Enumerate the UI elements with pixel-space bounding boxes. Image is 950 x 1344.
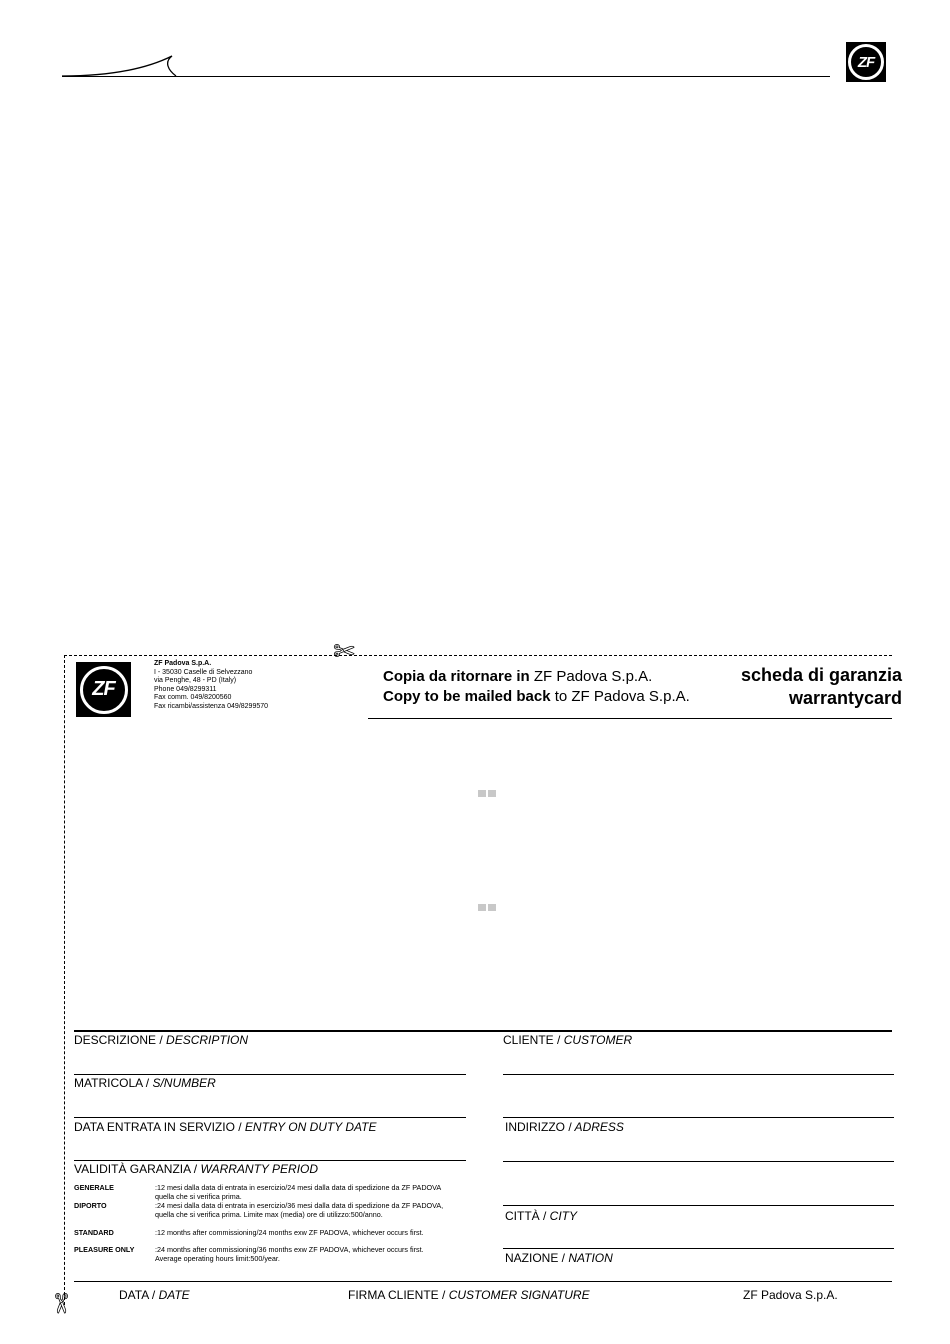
scissors-icon: ✄ — [45, 1292, 76, 1314]
warranty-term-label: DIPORTO — [74, 1201, 107, 1210]
warranty-term-label: STANDARD — [74, 1228, 114, 1237]
phone-line: Phone 049/8299311 — [154, 685, 217, 693]
city-label: CITTÀ / CITY — [505, 1209, 578, 1223]
snumber-label: MATRICOLA / S/NUMBER — [74, 1076, 216, 1090]
field-rule — [503, 1074, 894, 1075]
card-header-rule — [368, 718, 892, 719]
field-rule — [503, 1205, 894, 1206]
description-label: DESCRIZIONE / DESCRIPTION — [74, 1033, 249, 1047]
entry-date-label: DATA ENTRATA IN SERVIZIO / ENTRY ON DUTY DATE — [74, 1120, 377, 1134]
footer-rule — [74, 1281, 892, 1282]
fax-line: Fax comm. 049/8200560 — [154, 694, 232, 702]
warranty-period-label: VALIDITÀ GARANZIA / WARRANTY PERIOD — [74, 1162, 319, 1176]
field-rule — [74, 1074, 466, 1075]
field-rule — [74, 1160, 466, 1161]
return-instruction-en: Copy to be mailed back to ZF Padova S.p.A. — [383, 688, 690, 705]
warranty-term-label: PLEASURE ONLY — [74, 1245, 135, 1254]
scissors-icon: ✄ — [333, 636, 355, 666]
card-title-en: warrantycard — [788, 688, 902, 708]
company-signature-label: ZF Padova S.p.A. — [743, 1288, 838, 1302]
field-rule — [503, 1161, 894, 1162]
header-swoosh — [60, 52, 185, 82]
cut-line-left — [64, 655, 65, 1305]
warranty-term-text: :24 mesi dalla data di entrata in esercizio/36 mesi dalla data di spedizione da ZF PADOVA, quella che si verifica prima. Limite max (media) ore di utilizzo:500/anno. — [155, 1201, 444, 1219]
warranty-term-text: :24 months after commissioning/36 months exw ZF PADOVA, whichever occurs first. Average operating hours limit:500/year. — [155, 1245, 424, 1263]
field-rule — [503, 1117, 894, 1118]
card-zf-logo — [76, 662, 131, 717]
date-label: DATA / DATE — [119, 1288, 190, 1302]
address-label: INDIRIZZO / ADRESS — [505, 1120, 624, 1134]
card-logo-text: ZF — [92, 678, 115, 700]
nation-label: NAZIONE / NATION — [505, 1251, 613, 1265]
company-name: ZF Padova S.p.A. — [154, 660, 212, 667]
cut-line-top — [64, 655, 892, 656]
return-instruction-it: Copia da ritornare in ZF Padova S.p.A. — [383, 668, 653, 685]
company-address — [154, 660, 268, 712]
warranty-term-text: :12 mesi dalla data di entrata in esercizio/24 mesi dalla data di spedizione da ZF PADOVA quella che si verifica prima. — [155, 1183, 442, 1201]
address-line: via Penghe, 48 - PD (Italy) — [154, 677, 237, 685]
placeholder-marker — [478, 790, 496, 797]
address-line: I - 35030 Caselle di Selvezzano — [154, 668, 253, 676]
placeholder-marker — [478, 904, 496, 911]
header-zf-logo — [846, 42, 886, 82]
form-top-rule — [74, 1030, 892, 1032]
fax-line: Fax ricambi/assistenza 049/8299570 — [154, 702, 269, 710]
warranty-term-label: GENERALE — [74, 1183, 114, 1192]
card-title-it: scheda di garanzia — [740, 665, 902, 685]
header-rule — [62, 76, 830, 77]
card-title — [690, 664, 902, 710]
field-rule — [74, 1117, 466, 1118]
header-logo-text: ZF — [857, 53, 875, 71]
signature-label: FIRMA CLIENTE / CUSTOMER SIGNATURE — [348, 1288, 590, 1302]
field-rule — [503, 1248, 894, 1249]
customer-label: CLIENTE / CUSTOMER — [503, 1033, 633, 1047]
warranty-term-text: :12 months after commissioning/24 months exw ZF PADOVA, whichever occurs first. — [155, 1228, 424, 1237]
return-instructions — [383, 667, 690, 707]
